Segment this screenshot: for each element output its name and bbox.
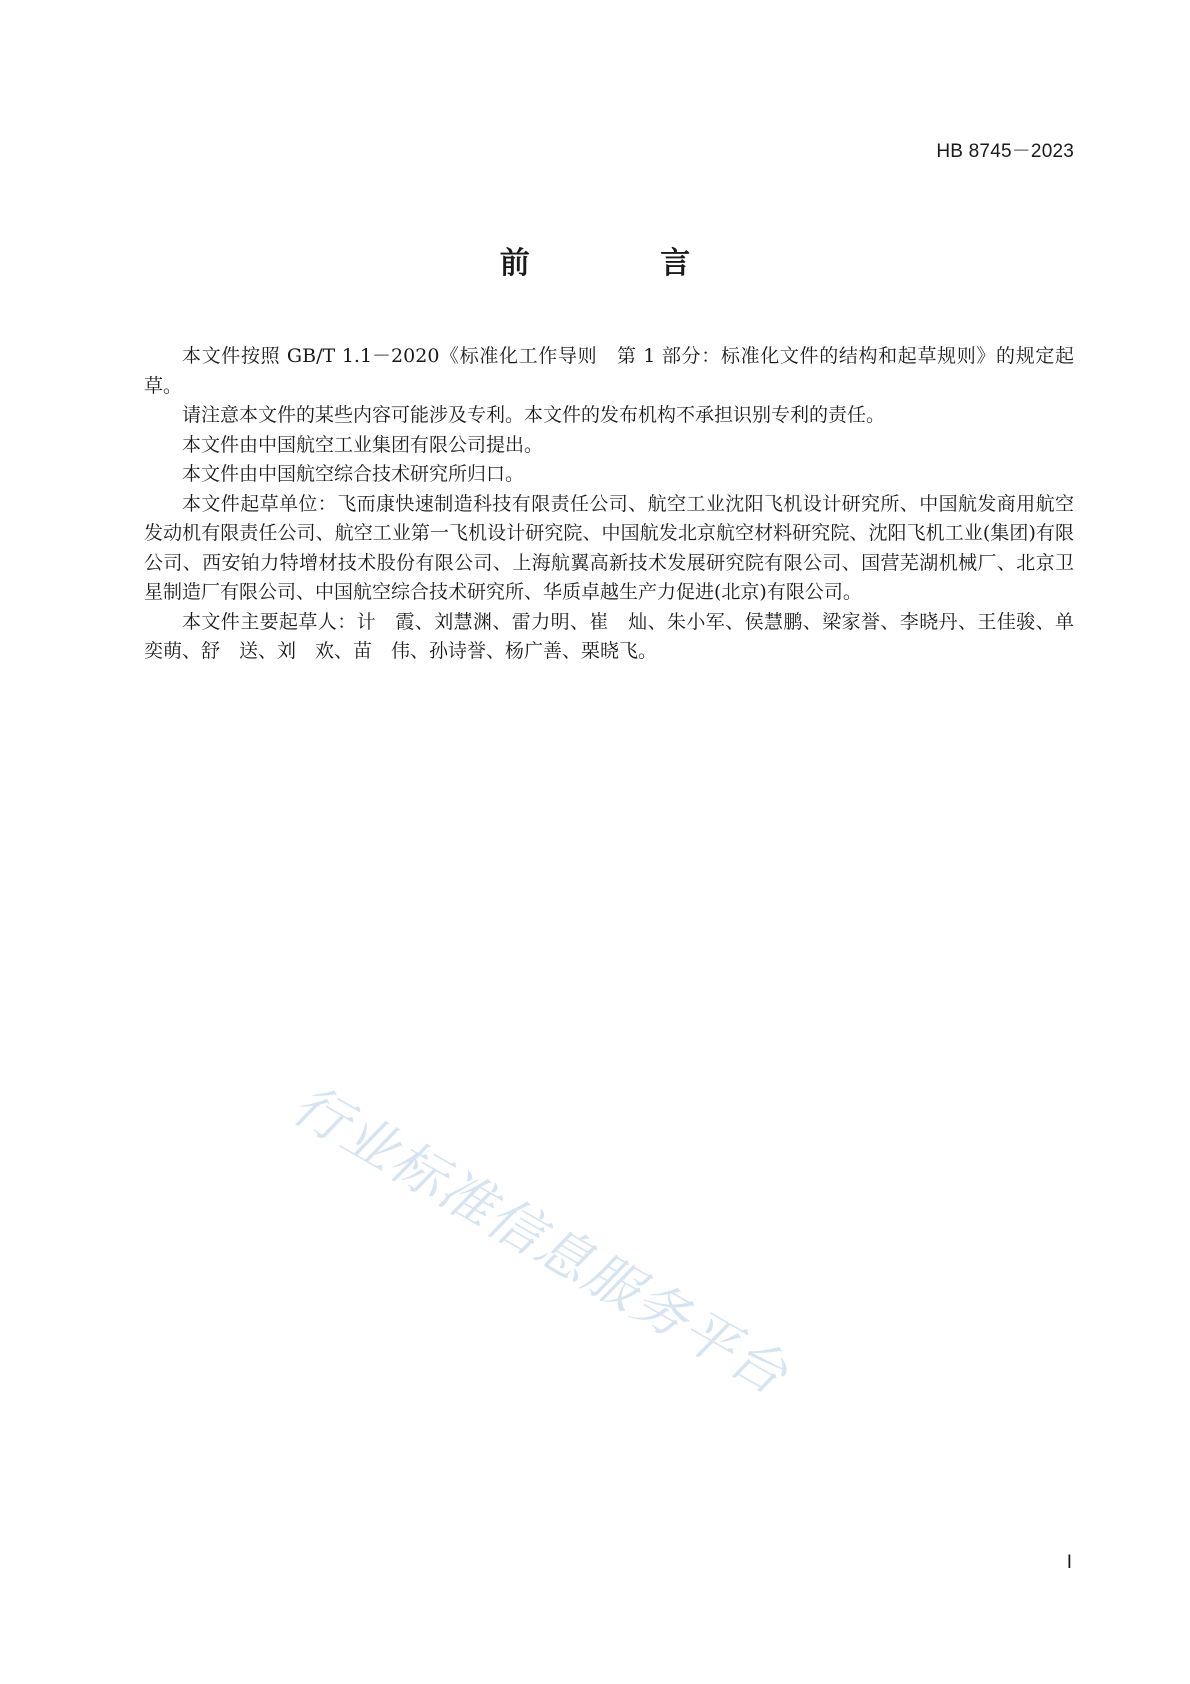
paragraph-proposer: 本文件由中国航空工业集团有限公司提出。 (182, 433, 544, 456)
page-number: I (1066, 1552, 1072, 1573)
paragraph-patent-notice: 请注意本文件的某些内容可能涉及专利。本文件的发布机构不承担识别专利的责任。 (182, 404, 886, 426)
page-title: 前 言 (499, 246, 751, 281)
foreword-body (144, 342, 1074, 667)
paragraph-drafting-units: 本文件起草单位：飞而康快速制造科技有限责任公司、航空工业沈阳飞机设计研究所、中国航发商用航空发动机有限责任公司、航空工业第一飞机设计研究院、中国航发北京航空材料研究院、沈阳飞机工业(集团)有限公司、西安铂力特增材技术股份有限公司、上海航翼高新技术发展研究院有限公司、国营芜湖机械厂、北京卫星制造厂有限公司、中国航空综合技术研究所、华质卓越生产力促进(北京)有限公司。 (144, 492, 1074, 603)
paragraph-technical-committee: 本文件由中国航空综合技术研究所归口。 (182, 463, 525, 485)
paragraph-drafting-rules: 本文件按照 GB/T 1.1－2020《标准化工作导则 第 1 部分：标准化文件的结构和起草规则》的规定起草。 (144, 345, 1074, 397)
paragraph-drafters: 本文件主要起草人：计 霞、刘慧渊、雷力明、崔 灿、朱小军、侯慧鹏、梁家誉、李晓丹、王佳骏、单奕萌、舒 送、刘 欢、苗 伟、孙诗誉、杨广善、栗晓飞。 (144, 610, 1074, 662)
watermark: 行业标准信息服务平台 (282, 1072, 799, 1408)
document-code: HB 8745－2023 (936, 141, 1074, 162)
